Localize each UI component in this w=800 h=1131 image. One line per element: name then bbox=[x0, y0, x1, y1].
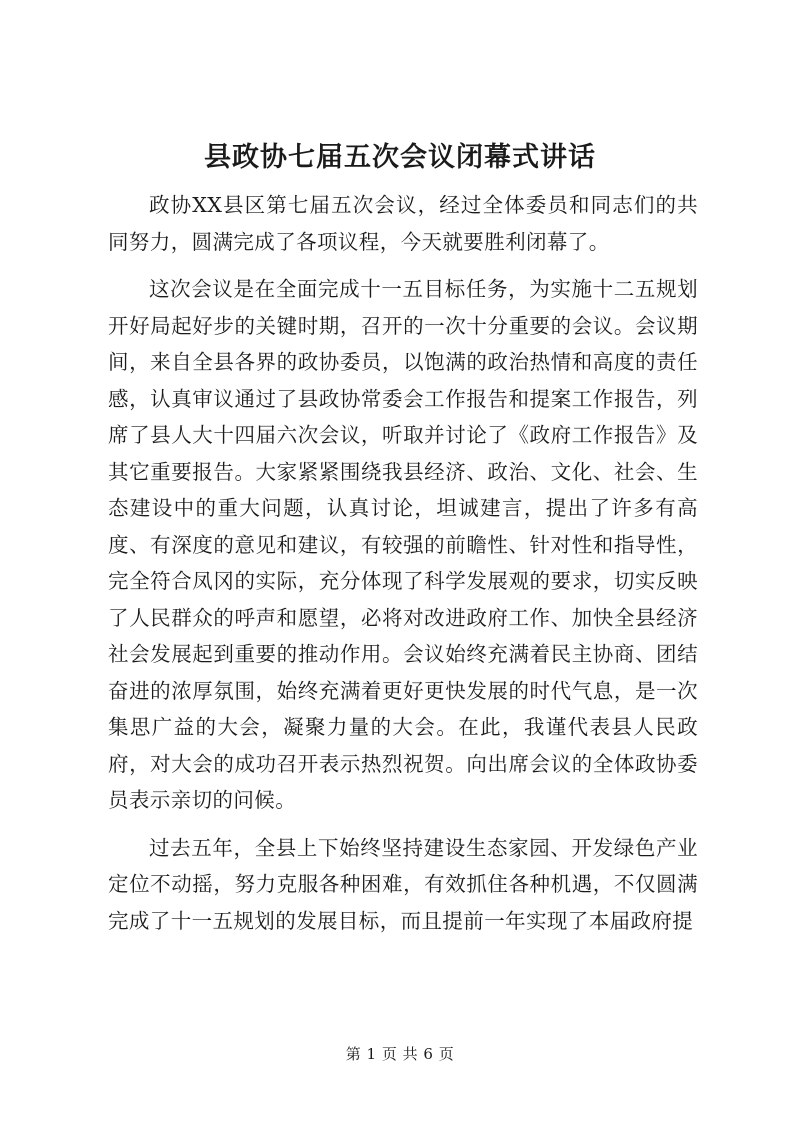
paragraph-1: 政协XX县区第七届五次会议，经过全体委员和同志们的共同努力，圆满完成了各项议程，今天就要胜利闭幕了。 bbox=[108, 193, 698, 254]
paragraph-2: 这次会议是在全面完成十一五目标任务，为实施十二五规划开好局起好步的关键时期，召开的一次十分重要的会议。会议期间，来自全县各界的政协委员，以饱满的政治热情和高度的责任感，认真审议通过了县政协常委会工作报告和提案工作报告，列席了县人大十四届六次会议，听取并讨论了《政府工作报告》及其它重要报告。大家紧紧围绕我县经济、政治、文化、社会、生态建设中的重大问题，认真讨论，坦诚建言，提出了许多有高度、有深度的意见和建议，有较强的前瞻性、针对性和指导性，完全符合凤冈的实际，充分体现了科学发展观的要求，切实反映了人民群众的呼声和愿望，必将对改进政府工作、加快全县经济社会发展起到重要的推动作用。会议始终充满着民主协商、团结奋进的浓厚氛围，始终充满着更好更快发展的时代气息，是一次集思广益的大会，凝聚力量的大会。在此，我谨代表县人民政府，对大会的成功召开表示热烈祝贺。向出席会议的全体政协委员表示亲切的问候。 bbox=[108, 277, 698, 812]
document-title: 县政协七届五次会议闭幕式讲话 bbox=[204, 142, 596, 173]
document-body bbox=[108, 187, 698, 939]
page-number-footer: 第 1 页 共 6 页 bbox=[345, 1045, 455, 1063]
paragraph-3: 过去五年，全县上下始终坚持建设生态家园、开发绿色产业定位不动摇，努力克服各种困难，有效抓住各种机遇，不仅圆满完成了十一五规划的发展目标，而且提前一年实现了本届政府提 bbox=[108, 835, 698, 933]
